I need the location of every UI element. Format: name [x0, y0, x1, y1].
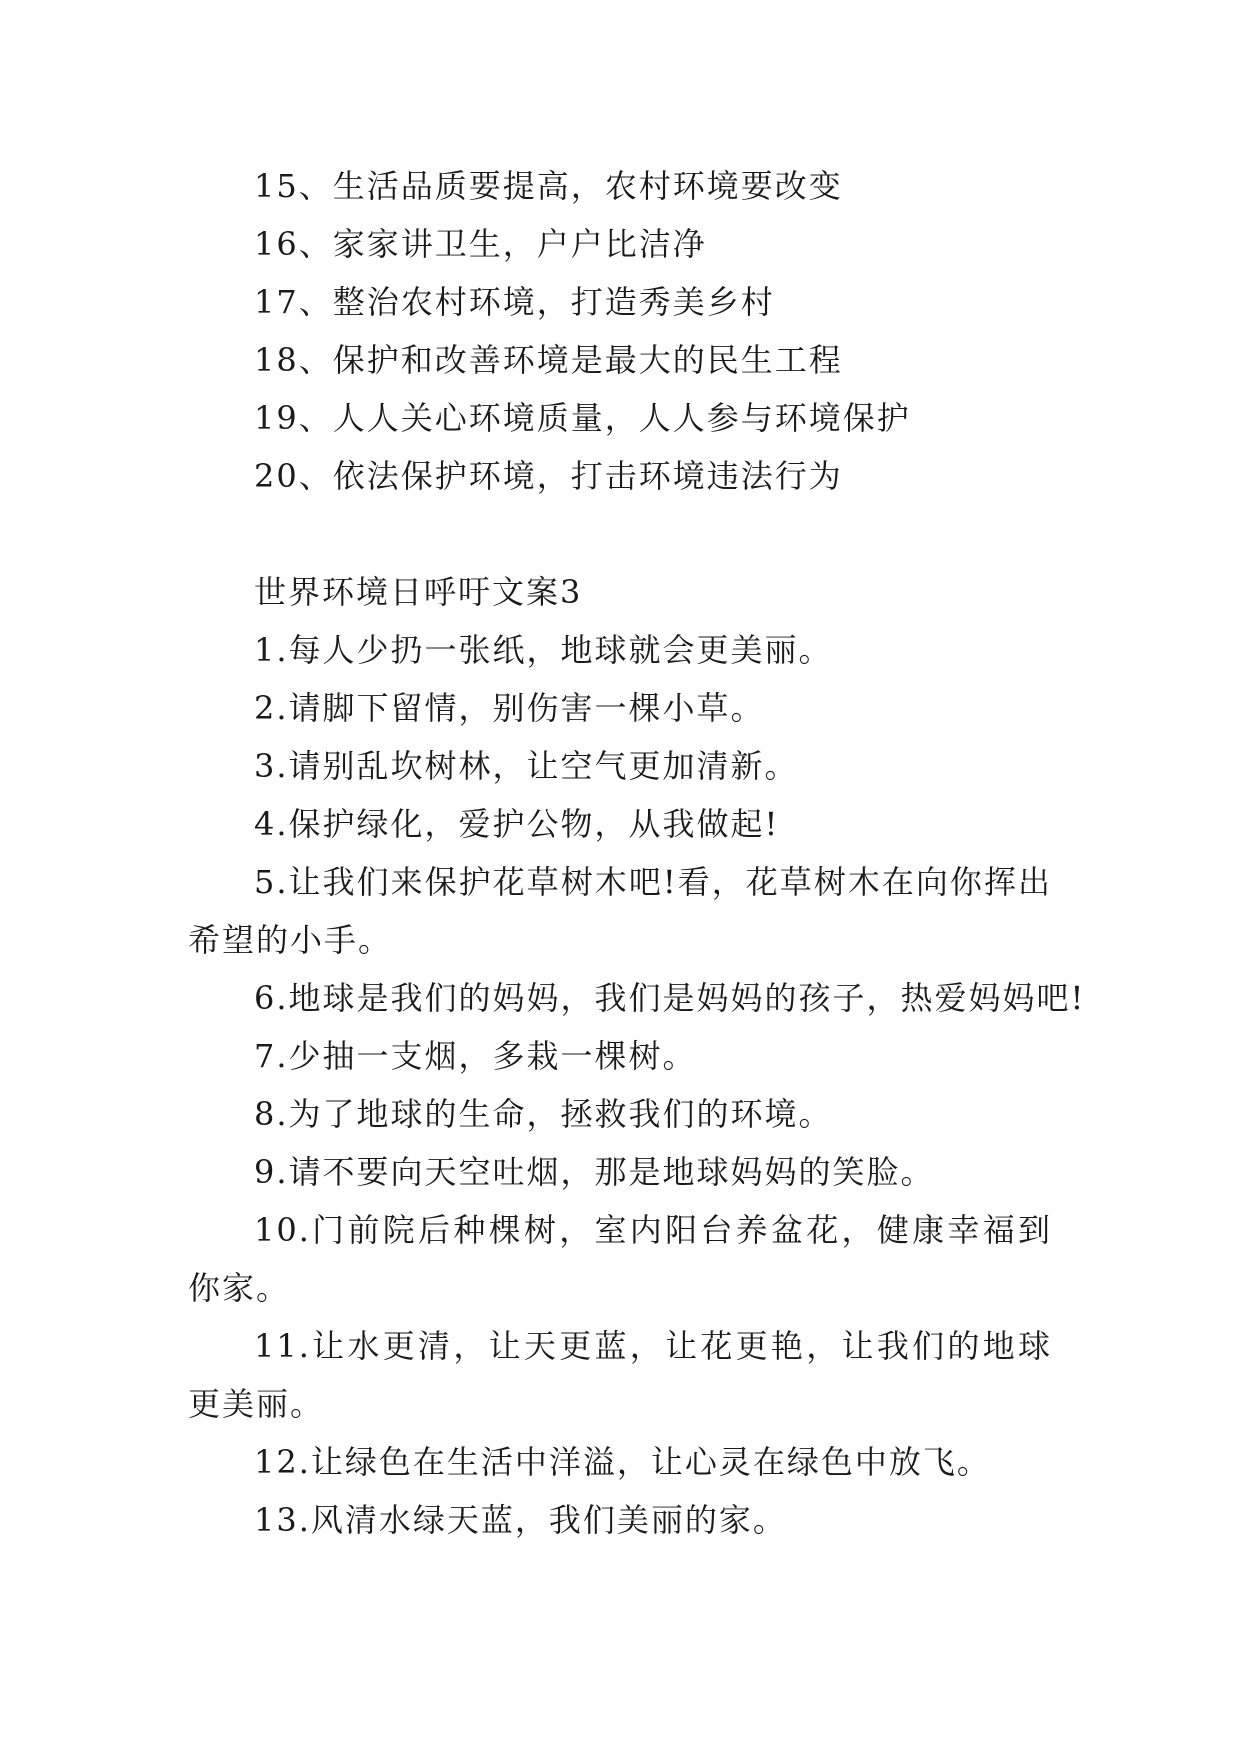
list-item: 4.保护绿化，爱护公物，从我做起!	[254, 805, 780, 843]
list-item: 2.请脚下留情，别伤害一棵小草。	[254, 689, 765, 727]
list-item: 3.请别乱坎树林，让空气更加清新。	[254, 747, 799, 785]
list-item: 13.风清水绿天蓝，我们美丽的家。	[254, 1501, 787, 1539]
list-item: 16、家家讲卫生，户户比洁净	[254, 225, 707, 263]
section-title: 世界环境日呼吁文案3	[254, 573, 583, 611]
list-item: 7.少抽一支烟，多栽一棵树。	[254, 1037, 697, 1075]
list-item: 8.为了地球的生命，拯救我们的环境。	[254, 1095, 833, 1133]
document-body	[188, 157, 1086, 1549]
list-item: 9.请不要向天空吐烟，那是地球妈妈的笑脸。	[254, 1153, 935, 1191]
list-item: 18、保护和改善环境是最大的民生工程	[254, 341, 843, 379]
list-item: 5.让我们来保护花草树木吧!看，花草树木在向你挥出希望的小手。	[188, 863, 1052, 959]
list-item: 19、人人关心环境质量，人人参与环境保护	[254, 399, 911, 437]
list-item: 6.地球是我们的妈妈，我们是妈妈的孩子，热爱妈妈吧!	[254, 979, 1086, 1017]
list-item: 17、整治农村环境，打造秀美乡村	[254, 283, 775, 321]
list-item: 12.让绿色在生活中洋溢，让心灵在绿色中放飞。	[254, 1443, 991, 1481]
list-item: 10.门前院后种棵树，室内阳台养盆花，健康幸福到你家。	[188, 1211, 1052, 1307]
list-item: 20、依法保护环境，打击环境违法行为	[254, 457, 843, 495]
list-item: 1.每人少扔一张纸，地球就会更美丽。	[254, 631, 833, 669]
list-item: 11.让水更清，让天更蓝，让花更艳，让我们的地球更美丽。	[188, 1327, 1052, 1423]
list-item: 15、生活品质要提高，农村环境要改变	[254, 167, 843, 205]
section-spacer	[188, 505, 1052, 563]
